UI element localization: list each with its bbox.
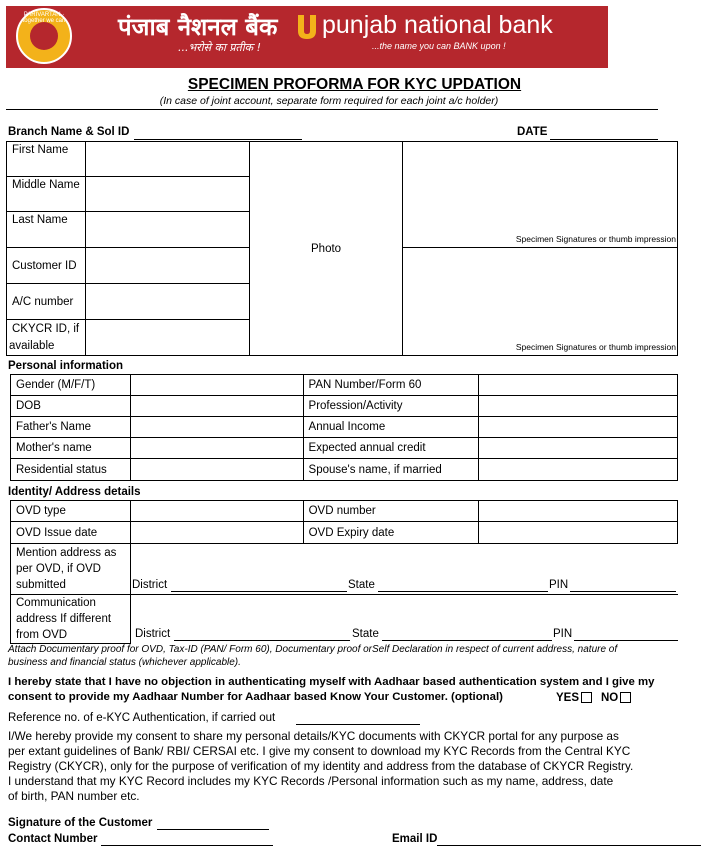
date-field[interactable] bbox=[550, 139, 658, 140]
ovd-type-label: OVD type bbox=[11, 501, 131, 522]
date-label: DATE bbox=[517, 126, 548, 138]
first-name-field[interactable] bbox=[85, 142, 249, 177]
state-label-2: State bbox=[352, 628, 379, 640]
consent-line3: Registry (CKYCR), only for the purpose of verification of my identity and address from the database of CKYCR Registry. bbox=[8, 759, 634, 773]
customer-id-field[interactable] bbox=[85, 248, 249, 284]
first-name-label: First Name bbox=[7, 142, 86, 177]
ckycr-consent bbox=[8, 729, 706, 804]
ac-number-label: A/C number bbox=[7, 284, 86, 320]
annual-credit-label: Expected annual credit bbox=[303, 438, 479, 459]
no-checkbox[interactable] bbox=[620, 692, 631, 703]
signature-label-1: Specimen Signatures or thumb impression bbox=[515, 234, 676, 244]
branch-field[interactable] bbox=[134, 139, 302, 140]
district-label-1: District bbox=[132, 579, 168, 591]
subtitle-rule bbox=[6, 109, 658, 110]
district-field-1[interactable] bbox=[171, 591, 347, 592]
note-line2: business and financial status (whichever applicable). bbox=[8, 657, 241, 668]
note-line1: Attach Documentary proof for OVD, Tax-ID (PAN/ Form 60), Documentary proof orSelf Declaration in respect of current address, nature of bbox=[8, 644, 618, 655]
aadhaar-line2 bbox=[8, 690, 704, 705]
contact-field[interactable] bbox=[101, 845, 273, 846]
comm-address-line3: from OVD bbox=[16, 629, 68, 641]
bank-name-hindi: पंजाब नैशनल बैंक bbox=[118, 13, 278, 41]
ovd-number-label: OVD number bbox=[303, 501, 479, 522]
dob-field[interactable] bbox=[130, 396, 303, 417]
pin-field-1[interactable] bbox=[570, 591, 676, 592]
parivartan-logo bbox=[16, 8, 72, 64]
reference-label: Reference no. of e-KYC Authentication, if carried out bbox=[8, 712, 276, 724]
annual-income-field[interactable] bbox=[479, 417, 678, 438]
ovd-address-label bbox=[11, 544, 131, 595]
no-label: NO bbox=[601, 692, 619, 704]
contact-label: Contact Number bbox=[8, 833, 98, 845]
email-field[interactable] bbox=[437, 845, 701, 846]
yes-label: YES bbox=[556, 692, 580, 704]
signature-box-2[interactable] bbox=[403, 248, 678, 356]
comm-address-label bbox=[11, 595, 131, 644]
last-name-field[interactable] bbox=[85, 212, 249, 248]
residential-status-field[interactable] bbox=[130, 459, 303, 481]
ckycr-label-line1: CKYCR ID, if bbox=[12, 322, 80, 335]
identity-table bbox=[10, 500, 678, 644]
documents-note bbox=[8, 643, 704, 669]
logo-center-icon bbox=[30, 22, 58, 50]
state-label-1: State bbox=[348, 579, 375, 591]
ovd-address-line3: submitted bbox=[16, 579, 66, 591]
customer-details-table bbox=[6, 141, 678, 356]
yes-checkbox[interactable] bbox=[581, 692, 592, 703]
ovd-address-line1: Mention address as bbox=[16, 547, 117, 559]
ovd-type-field[interactable] bbox=[130, 501, 303, 522]
photo-label: Photo bbox=[311, 242, 342, 255]
spouse-name-field[interactable] bbox=[479, 459, 678, 481]
comm-address-field[interactable] bbox=[130, 595, 677, 644]
consent-line1: I/We hereby provide my consent to share my personal details/KYC documents with CKYCR portal for any purpose as bbox=[8, 729, 619, 743]
pin-label-2: PIN bbox=[553, 628, 573, 640]
email-label: Email ID bbox=[392, 833, 438, 845]
ovd-issue-label: OVD Issue date bbox=[11, 522, 131, 544]
annual-credit-field[interactable] bbox=[479, 438, 678, 459]
pan-field[interactable] bbox=[479, 375, 678, 396]
father-name-field[interactable] bbox=[130, 417, 303, 438]
aadhaar-line1: I hereby state that I have no objection in authenticating myself with Aadhaar based authentication system and I give my bbox=[8, 676, 655, 688]
consent-line2: per extant guidelines of Bank/ RBI/ CERSAI etc. I give my consent to download my KYC Records from the Central KYC bbox=[8, 744, 631, 758]
form-subtitle: (In case of joint account, separate form required for each joint a/c holder) bbox=[159, 95, 499, 107]
profession-label: Profession/Activity bbox=[303, 396, 479, 417]
father-name-label: Father's Name bbox=[11, 417, 131, 438]
ac-number-field[interactable] bbox=[85, 284, 249, 320]
photo-box bbox=[249, 142, 403, 356]
middle-name-field[interactable] bbox=[85, 177, 249, 212]
identity-heading: Identity/ Address details bbox=[8, 486, 141, 498]
consent-line5: of birth, PAN number etc. bbox=[8, 789, 140, 803]
pan-label: PAN Number/Form 60 bbox=[303, 375, 479, 396]
state-field-1[interactable] bbox=[378, 591, 548, 592]
comm-address-line2: address If different bbox=[16, 613, 112, 625]
last-name-label: Last Name bbox=[7, 212, 86, 248]
ovd-expiry-field[interactable] bbox=[479, 522, 678, 544]
consent-line4: I understand that my KYC Record includes my KYC Records /Personal information such as my name, address, date bbox=[8, 774, 614, 788]
state-field-2[interactable] bbox=[382, 640, 552, 641]
dob-label: DOB bbox=[11, 396, 131, 417]
annual-income-label: Annual Income bbox=[303, 417, 479, 438]
ovd-number-field[interactable] bbox=[479, 501, 678, 522]
ckycr-label bbox=[7, 320, 86, 356]
ovd-address-field[interactable] bbox=[130, 544, 677, 595]
mother-name-label: Mother's name bbox=[11, 438, 131, 459]
signature-box-1[interactable] bbox=[403, 142, 678, 248]
no-option[interactable] bbox=[601, 692, 631, 704]
ckycr-label-line2: available bbox=[9, 339, 55, 352]
logo-text: PARIVARTAN · together we can bbox=[22, 12, 66, 24]
spouse-name-label: Spouse's name, if married bbox=[303, 459, 479, 481]
residential-status-label: Residential status bbox=[11, 459, 131, 481]
yes-option[interactable] bbox=[556, 692, 592, 704]
ovd-expiry-label: OVD Expiry date bbox=[303, 522, 479, 544]
signature-field[interactable] bbox=[157, 829, 269, 830]
ckycr-field[interactable] bbox=[85, 320, 249, 356]
district-field-2[interactable] bbox=[174, 640, 350, 641]
pnb-logo-icon bbox=[296, 13, 318, 41]
ovd-issue-field[interactable] bbox=[130, 522, 303, 544]
aadhaar-line2-text: consent to provide my Aadhaar Number for Aadhaar based Know Your Customer. (optional) bbox=[8, 691, 503, 703]
comm-address-line1: Communication bbox=[16, 597, 96, 609]
branch-label: Branch Name & Sol ID bbox=[8, 126, 130, 138]
mother-name-field[interactable] bbox=[130, 438, 303, 459]
district-label-2: District bbox=[135, 628, 171, 640]
pin-field-2[interactable] bbox=[574, 640, 678, 641]
personal-info-table bbox=[10, 374, 678, 481]
aadhaar-consent bbox=[8, 675, 704, 705]
pin-label-1: PIN bbox=[549, 579, 569, 591]
personal-info-heading: Personal information bbox=[8, 360, 124, 372]
tagline-hindi: ...भरोसे का प्रतीक ! bbox=[178, 41, 262, 54]
ovd-address-line2: per OVD, if OVD bbox=[16, 563, 101, 575]
form-title: SPECIMEN PROFORMA FOR KYC UPDATION bbox=[187, 76, 522, 93]
reference-field[interactable] bbox=[296, 724, 420, 725]
signature-label: Signature of the Customer bbox=[8, 817, 153, 829]
customer-id-label: Customer ID bbox=[7, 248, 86, 284]
signature-label-2: Specimen Signatures or thumb impression bbox=[515, 342, 676, 352]
bank-name-english: punjab national bank bbox=[322, 11, 553, 39]
gender-label: Gender (M/F/T) bbox=[11, 375, 131, 396]
profession-field[interactable] bbox=[479, 396, 678, 417]
middle-name-label: Middle Name bbox=[7, 177, 86, 212]
tagline-english: ...the name you can BANK upon ! bbox=[372, 41, 506, 51]
gender-field[interactable] bbox=[130, 375, 303, 396]
